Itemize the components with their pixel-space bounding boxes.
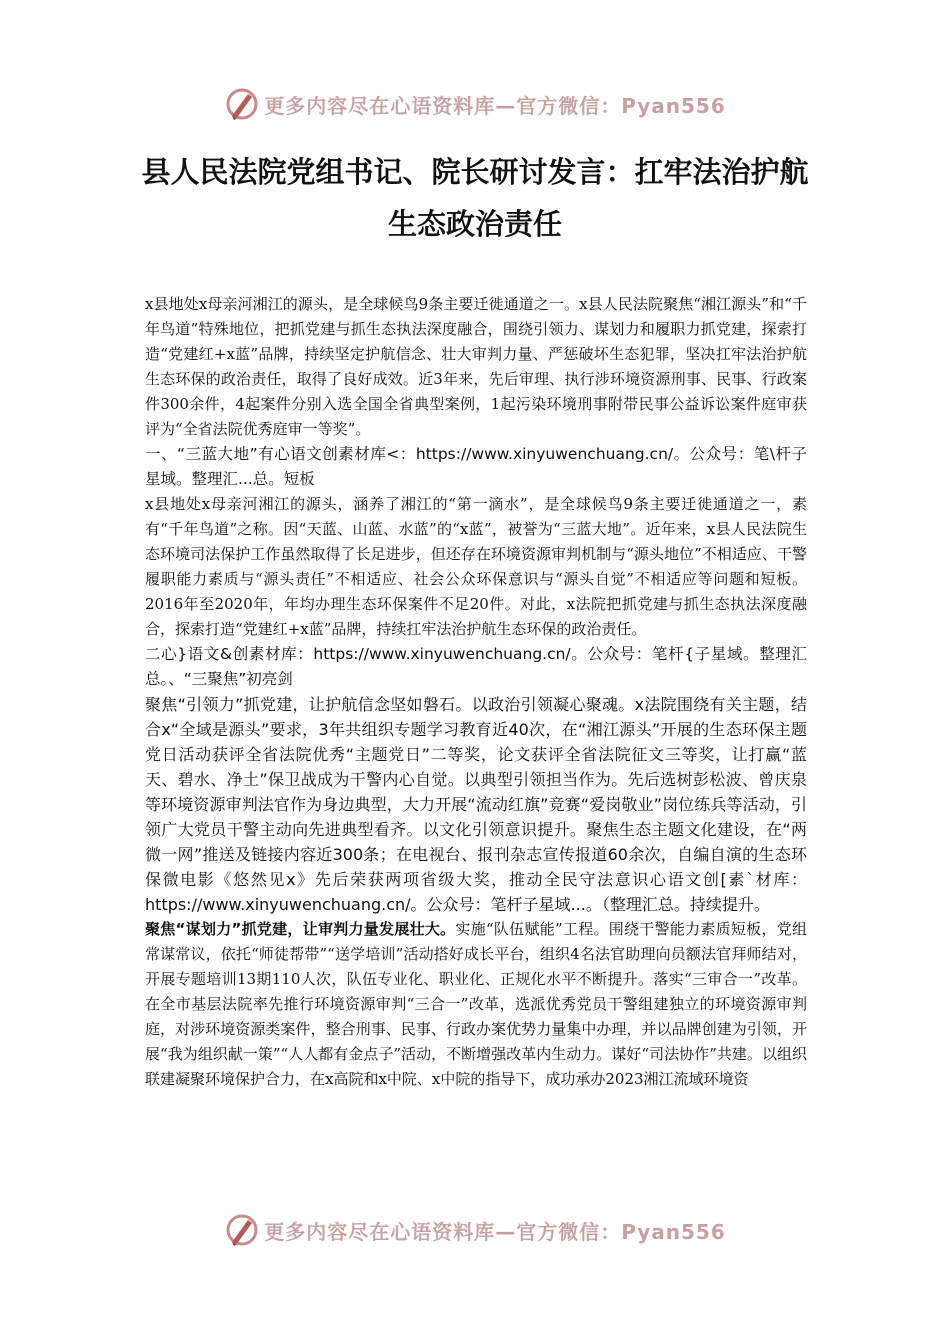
footer-banner (0, 1210, 950, 1250)
paragraph-leadership: 聚焦“引领力”抓党建，让护航信念坚如磐石。以政治引领凝心聚魂。x法院围绕有关主题，结合x“全域是源头”要求，3年共组织专题学习教育近40次，在“湘江源头”开展的生态环保主题党日活动获评全省法院优秀“主题党日”二等奖，论文获评全省法院征文三等奖，让打赢“蓝天、碧水、净土”保卫战成为干警内心自觉。以典型引领担当作为。先后选树彭松波、曾庆泉等环境资源审判法官作为身边典型，大力开展“流动红旗”竞赛“爱岗敬业”岗位练兵等活动，引领广大党员干警主动向先进典型看齐。以文化引领意识提升。聚焦生态主题文化建设，在“两微一网”推送及链接内容近300条；在电视台、报刊杂志宣传报道60余次，自编自演的生态环保微电影《悠然见x》先后荣获两项省级大奖，推动全民守法意识心语文创[素`材库：https://www.xinyuwenchuang.cn/。公众号：笔杆子星域...。（整理汇总。持续提升。 (145, 695, 807, 914)
paragraph-heading-2: 二心}语文&创素材库：https://www.xinyuwenchuang.cn/。公众号：笔杆{子星域。整理汇总。、“三聚焦”初亮剑 (145, 645, 807, 688)
paragraph-planning-lead: 聚焦“谋划力”抓党建，让审判力量发展壮大。 (145, 920, 456, 938)
paragraph-background: x县地处x母亲河湘江的源头，涵养了湘江的“第一滴水”，是全球候鸟9条主要迁徙通道之一，素有“千年鸟道”之称。因“天蓝、山蓝、水蓝”的“x蓝”，被誉为“三蓝大地”。近年来，x县人民法院生态环境司法保护工作虽然取得了长足进步，但还存在环境资源审判机制与“源头地位”不相适应、干警履职能力素质与“源头责任”不相适应、社会公众环保意识与“源头自觉”不相适应等问题和短板。2016年至2020年，年均办理生态环保案件不足20件。对此，x法院把抓党建与抓生态执法深度融合，探索打造“党建红+x蓝”品牌，持续扛牢法治护航生态环保的政治责任。 (145, 495, 807, 638)
document-title (120, 146, 830, 250)
title-line-2: 生态政治责任 (387, 207, 562, 241)
footer-banner-text: 更多内容尽在心语资料库—官方微信：Pyan556 (264, 1219, 726, 1244)
pen-logo-icon (224, 1212, 260, 1248)
header-banner (0, 84, 950, 124)
paragraph-heading-1: 一、“三蓝大地”有心语文创素材库<：https://www.xinyuwenchuang.cn/。公众号：笔\杆子星域。整理汇...总。短板 (145, 445, 807, 488)
header-banner-text: 更多内容尽在心语资料库—官方微信：Pyan556 (264, 93, 726, 118)
document-body (145, 292, 807, 1092)
title-line-1: 县人民法院党组书记、院长研讨发言：扛牢法治护航 (141, 155, 809, 189)
pen-logo-icon (224, 86, 260, 122)
paragraph-planning-body: 实施“队伍赋能”工程。围绕干警能力素质短板，党组常谋常议，依托“师徒帮带”“送学培训”活动搭好成长平台，组织4名法官助理向员额法官拜师结对，开展专题培训13期110人次，队伍专业化、职业化、正规化水平不断提升。落实“三审合一”改革。在全市基层法院率先推行环境资源审判“三合一”改革，选派优秀党员干警组建独立的环境资源审判庭，对涉环境资源类案件，整合刑事、民事、行政办案优势力量集中办理，并以品牌创建为引领，开展“我为组织献一策”“人人都有金点子”活动，不断增强改革内生动力。谋好“司法协作”共建。以组织联建凝聚环境保护合力，在x高院和x中院、x中院的指导下，成功承办2023湘江流域环境资 (145, 920, 807, 1088)
paragraph-intro: x县地处x母亲河湘江的源头，是全球候鸟9条主要迁徙通道之一。x县人民法院聚焦“湘江源头”和“千年鸟道”特殊地位，把抓党建与抓生态执法深度融合，围绕引领力、谋划力和履职力抓党建，探索打造“党建红+x蓝”品牌，持续坚定护航信念、壮大审判力量、严惩破坏生态犯罪，坚决扛牢法治护航生态环保的政治责任，取得了良好成效。近3年来，先后审理、执行涉环境资源刑事、民事、行政案件300余件，4起案件分别入选全国全省典型案例，1起污染环境刑事附带民事公益诉讼案件庭审获评为“全省法院优秀庭审一等奖”。 (145, 295, 807, 438)
paragraph-planning (145, 917, 807, 1092)
